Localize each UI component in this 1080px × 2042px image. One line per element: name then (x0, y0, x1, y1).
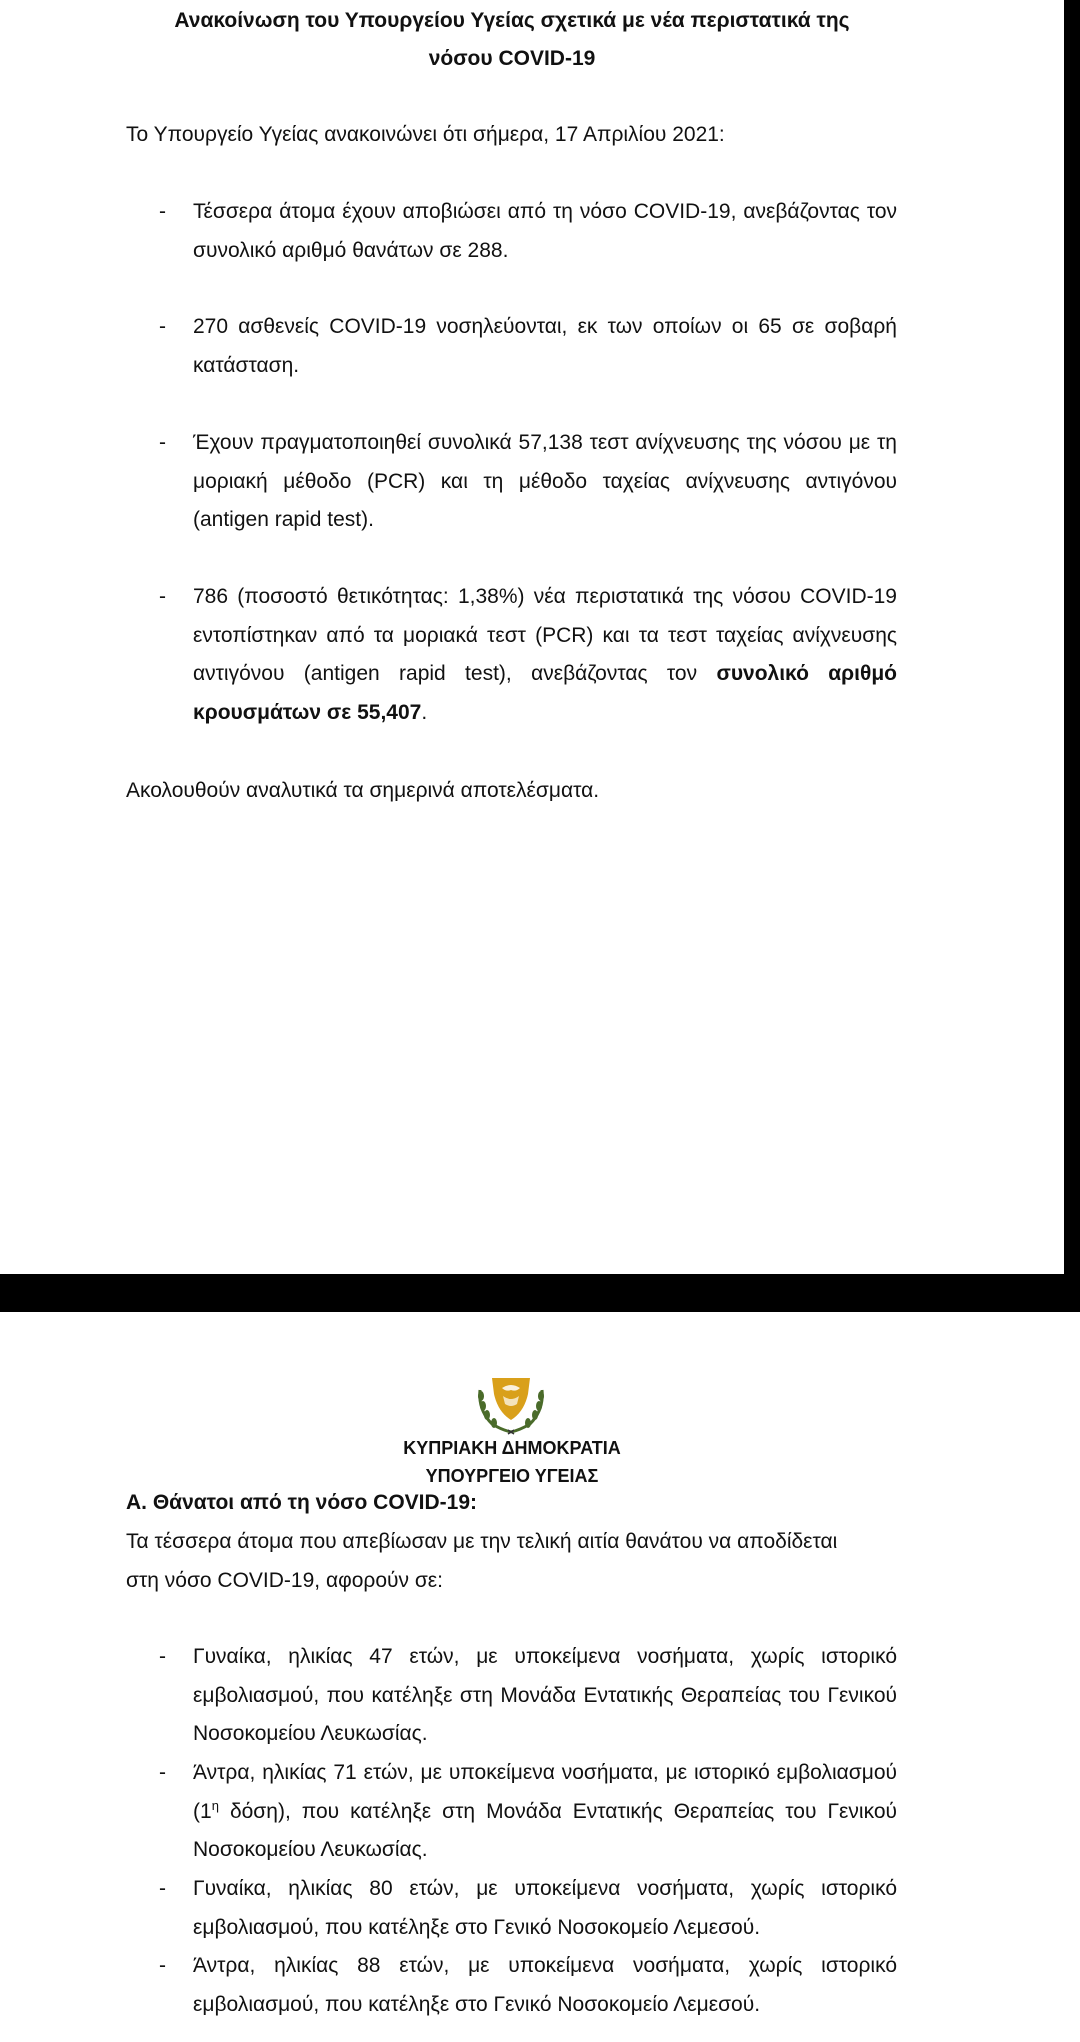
death-case-2-rest: δόση), που κατέληξε στη Μονάδα Εντατικής Θεραπείας του Γενικού Νοσοκομείου Λευκωσίας. (193, 1799, 897, 1861)
announcement-title-line-1: Ανακοίνωση του Υπουργείου Υγείας σχετικά με νέα περιστατικά της (174, 9, 850, 32)
bullet-marker: - (159, 1877, 166, 1900)
section-intro-line-1: Τα τέσσερα άτομα που απεβίωσαν με την τελική αιτία θανάτου να αποδίδεται (126, 1530, 838, 1553)
bullet-tests: Έχουν πραγματοποιηθεί συνολικά 57,138 τεστ ανίχνευσης της νόσου με τη μοριακή μέθοδο (PCR) και τη μέθοδο ταχείας ανίχνευσης αντιγόνου (antigen rapid test). (193, 431, 897, 531)
page-edge-shadow (1064, 0, 1080, 1274)
page-separator (0, 1274, 1080, 1312)
ministry-header: ΥΠΟΥΡΓΕΙΟ ΥΓΕΙΑΣ (425, 1466, 599, 1486)
new-cases-tail: . (421, 700, 428, 724)
death-case-2 (193, 1754, 897, 1870)
death-case-2-text: Άντρα, ηλικίας 71 ετών, με υποκείμενα νοσήματα, με ιστορικό εμβολιασμού (1 (193, 1761, 897, 1823)
bullet-marker: - (159, 1954, 166, 1977)
bullet-marker: - (159, 585, 166, 608)
death-case-4: Άντρα, ηλικίας 88 ετών, με υποκείμενα νοσήματα, χωρίς ιστορικό εμβολιασμού, που κατέληξε στο Γενικό Νοσοκομείο Λεμεσού. (193, 1954, 897, 2016)
bullet-marker: - (159, 200, 166, 223)
outro-paragraph: Ακολουθούν αναλυτικά τα σημερινά αποτελέσματα. (126, 779, 600, 802)
death-case-3: Γυναίκα, ηλικίας 80 ετών, με υποκείμενα νοσήματα, χωρίς ιστορικό εμβολιασμού, που κατέληξε στο Γενικό Νοσοκομείο Λεμεσού. (193, 1877, 897, 1939)
new-cases-text: 786 (ποσοστό θετικότητας: 1,38%) νέα περιστατικά της νόσου COVID-19 εντοπίστηκαν από τα μοριακά τεστ (PCR) και τα τεστ ταχείας ανίχνευσης αντιγόνου (antigen rapid test), ανεβάζοντας τον (193, 585, 897, 685)
bullet-marker: - (159, 431, 166, 454)
bullet-new-cases (193, 578, 897, 732)
section-title-deaths: Α. Θάνατοι από τη νόσο COVID-19: (126, 1491, 478, 1514)
total-cases-bold: συνολικό αριθμό κρουσμάτων σε 55,407 (193, 662, 898, 724)
bullet-hospitalized: 270 ασθενείς COVID-19 νοσηλεύονται, εκ των οποίων οι 65 σε σοβαρή κατάσταση. (193, 315, 897, 377)
intro-paragraph: Το Υπουργείο Υγείας ανακοινώνει ότι σήμερα, 17 Απριλίου 2021: (126, 123, 725, 146)
bullet-marker: - (159, 1645, 166, 1668)
bullet-deaths: Τέσσερα άτομα έχουν αποβιώσει από τη νόσο COVID-19, ανεβάζοντας τον συνολικό αριθμό θανάτων σε 288. (193, 200, 897, 262)
bullet-marker: - (159, 315, 166, 338)
republic-header: ΚΥΠΡΙΑΚΗ ΔΗΜΟΚΡΑΤΙΑ (403, 1438, 621, 1458)
section-intro-line-2: στη νόσο COVID-19, αφορούν σε: (126, 1569, 443, 1592)
bullet-marker: - (159, 1761, 166, 1784)
death-case-1: Γυναίκα, ηλικίας 47 ετών, με υποκείμενα νοσήματα, χωρίς ιστορικό εμβολιασμού, που κατέληξε στη Μονάδα Εντατικής Θεραπείας του Γενικού Νοσοκομείου Λευκωσίας. (193, 1645, 897, 1745)
dose-superscript: η (211, 1797, 219, 1813)
cyprus-coat-of-arms-icon (472, 1374, 550, 1436)
announcement-title-line-2: νόσου COVID-19 (428, 47, 596, 70)
document-page-2 (0, 1312, 1064, 2042)
